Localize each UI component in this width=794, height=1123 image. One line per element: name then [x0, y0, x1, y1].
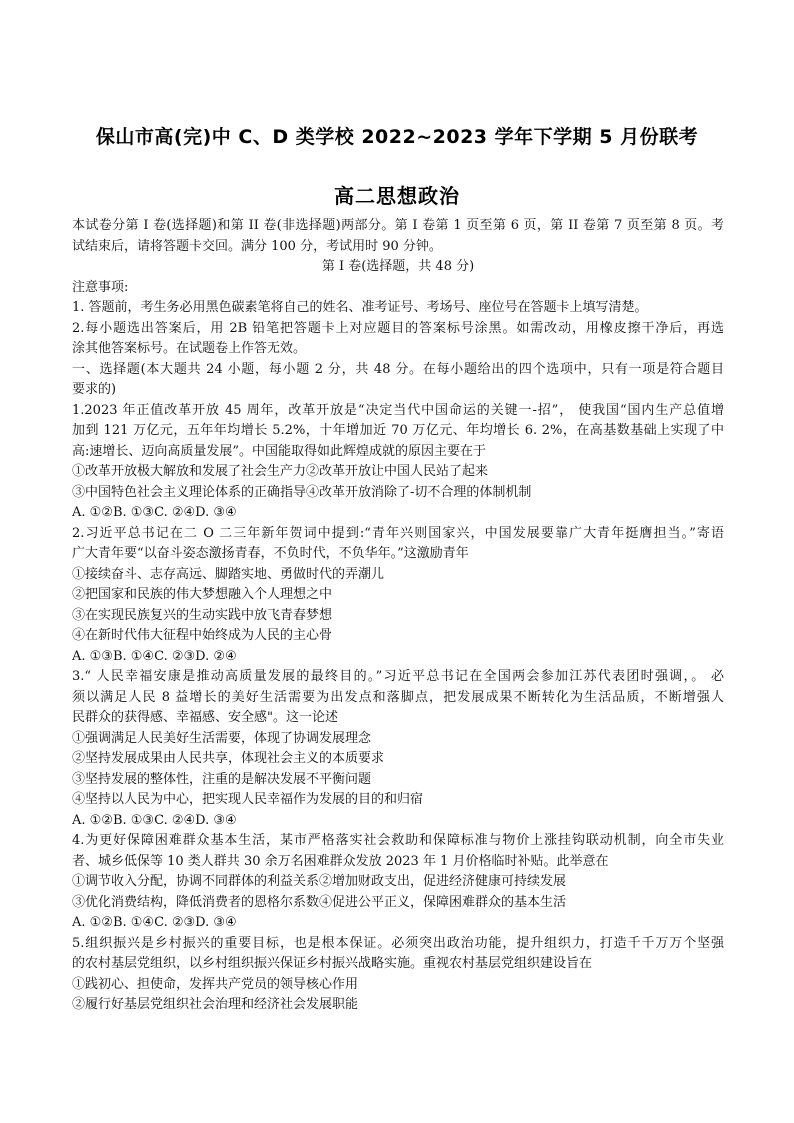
text-line: ②履行好基层党组织社会治理和经济社会发展职能: [72, 997, 359, 1012]
text-line: ③优化消费结构，降低消费者的恩格尔系数④促进公平正义，保障困难群众的基本生活: [72, 894, 567, 910]
text-line: ③坚持发展的整体性，注重的是解决发展不平衡问题: [72, 771, 372, 787]
text-line: ④坚持以人民为中心，把实现人民幸福作为发展的目的和归宿: [72, 792, 424, 807]
text-line: 加到 121 万亿元，五年年均增长 5.2%，十年增加近 70 万亿元、年均增长 6. 2%，在高基数基础上实现了中: [72, 423, 724, 438]
exam-body: [72, 216, 724, 1016]
text-line: 本试卷分第 I 卷(选择题)和第 II 卷(非选择题)两部分。第 I 卷第 1 页至第 6 页，第 II 卷第 7 页至第 8 页。考: [72, 218, 724, 233]
text-line: 1.2023 年正值改革开放 45 周年，改革开放是“决定当代中国命运的关键一-招”， 使我国“国内生产总值增: [72, 402, 724, 418]
exam-subject: 高二思想政治: [334, 184, 460, 208]
text-line: 4.为更好保障困难群众基本生活，某市严格落实社会救助和保障标准与物价上涨挂钩联动机制，向全市失业: [72, 833, 724, 848]
text-line: ③在实现民族复兴的生动实践中放飞青春梦想: [72, 607, 333, 623]
text-line: 5.组织振兴是乡村振兴的重要目标，也是根本保证。必须突出政治功能，提升组织力，打造千千万万个坚强: [72, 935, 724, 951]
text-line: ①践初心、担使命，发挥共产党员的领导核心作用: [72, 976, 359, 992]
text-line: 试结束后，请将答题卡交回。满分 100 分，考试用时 90 分钟。: [72, 238, 442, 254]
text-line: ①强调满足人民美好生活需要，体现了协调发展理念: [72, 730, 372, 746]
text-line: 民群众的获得感、幸福感、安全感"。这一论述: [72, 710, 338, 725]
text-line: A. ①②B. ①③C. ②④D. ③④: [72, 812, 237, 828]
text-line: ②坚持发展成果由人民共享，体现社会主义的本质要求: [72, 751, 385, 766]
text-line: ③中国特色社会主义理论体系的正确指导④改革开放消除了-切不合理的体制机制: [72, 484, 532, 500]
exam-title: 保山市高(完)中 C、D 类学校 2022~2023 学年下学期 5 月份联考: [95, 126, 699, 148]
text-line: A. ①②B. ①③C. ②④D. ③④: [72, 505, 237, 520]
text-line: 3.“ 人民幸福安康是推动高质量发展的最终目的。”习近平总书记在全国两会参加江苏代表团时强调，。 必: [72, 669, 724, 684]
text-line: A. ①②B. ①④C. ②③D. ③④: [72, 915, 237, 930]
text-line: ①调节收入分配，协调不同群体的利益关系②增加财政支出，促进经济健康可持续发展: [72, 874, 567, 889]
text-line: ①改革开放极大解放和发展了社会生产力②改革开放让中国人民站了起来: [72, 464, 489, 479]
text-line: 第 I 卷(选择题，共 48 分): [321, 259, 475, 274]
text-line: 一、选择题(本大题共 24 小题，每小题 2 分，共 48 分。在每小题给出的四个选项中，只有一项是符合题目: [72, 361, 724, 377]
text-line: 1. 答题前，考生务必用黑色碳素笔将自己的姓名、准考证号、考场号、座位号在答题卡上填写清楚。: [72, 300, 648, 315]
text-line: ②把国家和民族的伟大梦想融入个人理想之中: [72, 587, 333, 602]
text-line: 者、城乡低保等 10 类人群共 30 余万名困难群众发放 2023 年 1 月价格临时补贴。此举意在: [72, 853, 609, 869]
text-line: 2.习近平总书记在二 O 二三年新年贺词中提到:“青年兴则国家兴，中国发展要靠广大青年挺膺担当。”寄语: [72, 525, 724, 541]
text-line: 须以满足人民 8 益增长的美好生活需要为出发点和落脚点，把发展成果不断转化为生活品质，不断增强人: [72, 689, 724, 705]
text-line: A. ①③B. ①④C. ②③D. ②④: [72, 648, 237, 664]
text-line: ①接续奋斗、志存高远、脚踏实地、勇做时代的弄潮儿: [72, 566, 385, 582]
text-line: 涂其他答案标号。在试题卷上作答无效。: [72, 341, 307, 356]
text-line: 要求的): [72, 382, 117, 397]
text-line: ④在新时代伟大征程中始终成为人民的主心骨: [72, 628, 333, 643]
text-line: 广大青年要“以奋斗姿态激扬青春，不负时代，不负华年。”这激励青年: [72, 546, 469, 561]
text-line: 的农村基层党组织，以乡村组织振兴保证乡村振兴战略实施。重视农村基层党组织建设旨在: [72, 956, 593, 971]
text-line: 注意事项:: [72, 279, 129, 295]
text-line: 高:速增长、迈向高质量发展”。中国能取得如此辉煌成就的原因主要在于: [72, 443, 487, 459]
text-line: 2.每小题选出答案后，用 2B 铅笔把答题卡上对应题目的答案标号涂黑。如需改动，用橡皮擦干净后，再选: [72, 320, 724, 336]
